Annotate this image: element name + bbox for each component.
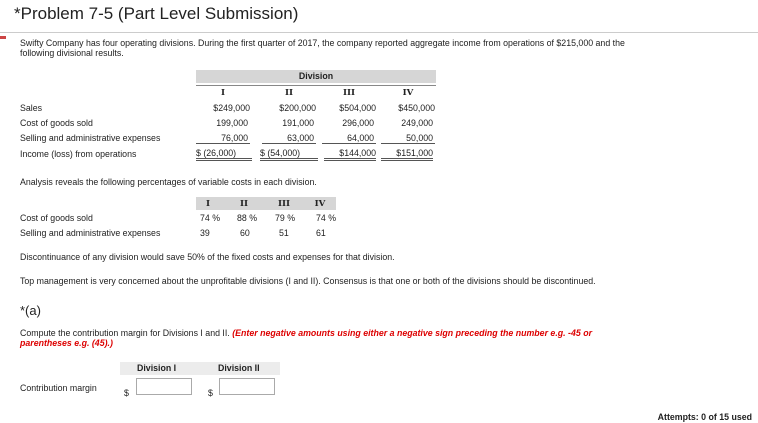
var-col-iv: IV (314, 199, 326, 209)
answer-col-division-ii: Division II (218, 363, 260, 373)
table-cell: $ (54,000) (260, 148, 318, 161)
table-cell: 76,000 (196, 131, 250, 144)
table-cell: $249,000 (213, 103, 250, 113)
part-a-heading: *(a) (20, 303, 41, 318)
table-cell: 199,000 (216, 118, 248, 128)
answer-col-division-i: Division I (137, 363, 177, 373)
contribution-margin-division-ii-input[interactable] (219, 378, 275, 395)
col-header-ii: II (284, 88, 294, 98)
table-cell: 61 (316, 228, 326, 238)
part-a-instruction: Compute the contribution margin for Divisions I and II. (20, 328, 230, 338)
attempts-counter: Attempts: 0 of 15 used (657, 412, 752, 422)
table-cell: 296,000 (342, 118, 374, 128)
management-text: Top management is very concerned about the unprofitable divisions (I and II). Consensus is that one or both of the divisions should be discontinued. (20, 276, 596, 286)
row-label-income: Income (loss) from operations (20, 149, 137, 159)
table-cell: 74 % (316, 213, 337, 223)
page-title: *Problem 7-5 (Part Level Submission) (14, 4, 299, 23)
table-cell: 249,000 (401, 118, 433, 128)
part-a-note-line-2: parentheses e.g. (45).) (20, 338, 113, 348)
table-cell: 191,000 (282, 118, 314, 128)
intro-line-1: Swifty Company has four operating divisions. During the first quarter of 2017, the company reported aggregate income from operations of $215,000 and the (20, 38, 625, 48)
table-cell: $200,000 (279, 103, 316, 113)
division-group-header: Division (298, 71, 334, 81)
table-cell: $ (26,000) (196, 148, 252, 161)
table-cell: 79 % (275, 213, 296, 223)
var-row-label-cogs: Cost of goods sold (20, 213, 93, 223)
var-row-label-sga: Selling and administrative expenses (20, 228, 161, 238)
contribution-margin-division-i-input[interactable] (136, 378, 192, 395)
part-a-instruction-line-1 (20, 328, 592, 338)
analysis-text: Analysis reveals the following percentages of variable costs in each division. (20, 177, 317, 187)
var-col-i: I (205, 199, 211, 209)
part-a-note: (Enter negative amounts using either a negative sign preceding the number e.g. -45 or (232, 328, 592, 338)
discontinuance-text: Discontinuance of any division would save 50% of the fixed costs and expenses for that division. (20, 252, 395, 262)
table-cell: 63,000 (262, 131, 316, 144)
title-divider (0, 32, 758, 33)
table-cell: 74 % (200, 213, 221, 223)
row-label-cogs: Cost of goods sold (20, 118, 93, 128)
table-cell: 51 (279, 228, 289, 238)
var-col-iii: III (277, 199, 291, 209)
table-cell: $450,000 (398, 103, 435, 113)
col-header-iii: III (342, 88, 356, 98)
table-cell: 88 % (237, 213, 258, 223)
header-rule (196, 85, 436, 86)
table-cell: 39 (200, 228, 210, 238)
table-cell: $144,000 (324, 148, 376, 161)
table-cell: 50,000 (381, 131, 435, 144)
table-cell: 60 (240, 228, 250, 238)
row-label-sga: Selling and administrative expenses (20, 133, 161, 143)
contribution-margin-label: Contribution margin (20, 383, 97, 393)
table-cell: $151,000 (381, 148, 433, 161)
col-header-i: I (220, 88, 226, 98)
table-cell: $504,000 (339, 103, 376, 113)
intro-line-2: following divisional results. (20, 48, 124, 58)
col-header-iv: IV (402, 88, 414, 98)
currency-symbol-1: $ (124, 388, 129, 398)
row-label-sales: Sales (20, 103, 43, 113)
currency-symbol-2: $ (208, 388, 213, 398)
table-cell: 64,000 (322, 131, 376, 144)
var-col-ii: II (239, 199, 249, 209)
sidebar-edge-fragment (0, 36, 6, 66)
